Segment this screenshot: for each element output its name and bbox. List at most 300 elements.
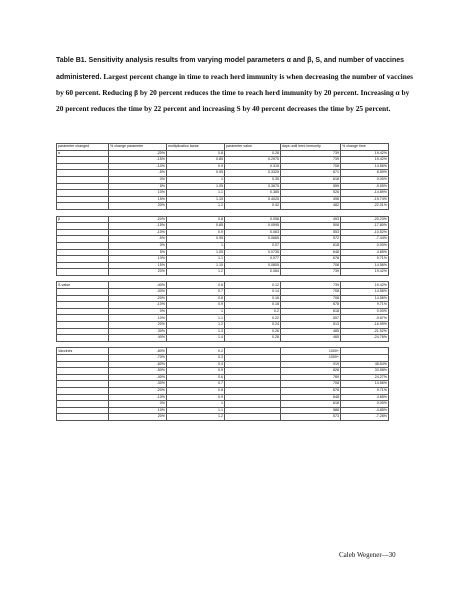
table-row [57, 328, 389, 335]
table-cell: 14.56% [341, 163, 389, 170]
parameter-cell [57, 315, 109, 322]
table-cell: 553 [281, 229, 341, 236]
table-cell: -10% [109, 163, 167, 170]
parameter-cell: α [57, 150, 109, 157]
table-cell: -40% [109, 374, 167, 381]
table-cell: 0.5 [167, 368, 225, 375]
table-row [57, 394, 389, 401]
spacer-row [57, 341, 389, 348]
table-cell: 1.05 [167, 249, 225, 256]
table-cell: 671 [281, 170, 341, 177]
table-cell: 769 [281, 374, 341, 381]
table-cell: 739 [281, 269, 341, 276]
parameter-cell [57, 322, 109, 329]
table-cell: -10% [109, 229, 167, 236]
table-cell: 33.98% [341, 368, 389, 375]
table-cell: 4.85% [341, 249, 389, 256]
parameter-cell [57, 328, 109, 335]
table-cell [225, 361, 281, 368]
table-cell: 496 [281, 196, 341, 203]
table-row [57, 223, 389, 230]
table-row [57, 361, 389, 368]
parameter-cell [57, 203, 109, 210]
table-row [57, 216, 389, 223]
table-cell: 1.2 [167, 322, 225, 329]
table-row [57, 157, 389, 164]
table-cell: 10% [109, 256, 167, 263]
table-cell: 0.315 [225, 163, 281, 170]
table-caption [56, 52, 416, 116]
table-cell [341, 348, 389, 355]
table-row [57, 262, 389, 269]
parameter-cell [57, 407, 109, 414]
table-cell: 708 [281, 381, 341, 388]
table-cell: 1 [167, 308, 225, 315]
table-cell: 19.42% [341, 269, 389, 276]
table-cell: 618 [281, 176, 341, 183]
parameter-cell [57, 190, 109, 197]
spacer-cell [225, 341, 281, 348]
parameter-cell [57, 269, 109, 276]
table-cell: 919 [281, 361, 341, 368]
table-cell [225, 348, 281, 355]
table-cell: 0.9 [167, 163, 225, 170]
parameter-cell: S-value [57, 282, 109, 289]
spacer-row [57, 209, 389, 216]
sensitivity-table-body [57, 144, 389, 421]
table-cell: 739 [281, 157, 341, 164]
spacer-cell [341, 341, 389, 348]
table-cell: 40% [109, 335, 167, 342]
table-cell: -14.89% [341, 190, 389, 197]
table-cell: 648 [281, 394, 341, 401]
table-row [57, 183, 389, 190]
table-cell: -30% [109, 381, 167, 388]
table-cell: -7.28% [341, 414, 389, 421]
table-cell: -20% [109, 387, 167, 394]
spacer-cell [57, 341, 109, 348]
table-cell [341, 355, 389, 362]
table-cell: -30% [109, 289, 167, 296]
table-cell [225, 381, 281, 388]
table-cell: -80% [109, 348, 167, 355]
table-row [57, 249, 389, 256]
table-cell: 0.0595 [225, 223, 281, 230]
table-cell: 0.16 [225, 295, 281, 302]
caption-body: Largest percent change in time to reach herd immunity is when decreasing the number of vaccines by 60 percent. Reducing β by 20 percent reduces the time to reach herd immunity by 20 percent. Increasing α by 20 percent reduces the time by 22 percent and increasing S by 40 percent decreases the time by 25 percent. [56, 71, 414, 113]
table-row [57, 269, 389, 276]
table-row [57, 242, 389, 249]
table-cell: 20% [109, 203, 167, 210]
table-cell: 0.00% [341, 401, 389, 408]
table-cell [225, 401, 281, 408]
table-cell: 648 [281, 249, 341, 256]
table-cell [225, 374, 281, 381]
parameter-cell [57, 262, 109, 269]
parameter-cell [57, 394, 109, 401]
table-cell: 573 [281, 414, 341, 421]
table-row [57, 335, 389, 342]
table-cell: -20% [109, 150, 167, 157]
table-cell: 30% [109, 328, 167, 335]
spacer-cell [225, 275, 281, 282]
table-cell: 0.0735 [225, 249, 281, 256]
parameter-cell [57, 223, 109, 230]
table-row [57, 315, 389, 322]
table-cell: 0.28 [225, 150, 281, 157]
table-cell: 0.07 [225, 242, 281, 249]
table-cell: 0.8 [167, 150, 225, 157]
table-cell: -16.99% [341, 322, 389, 329]
header-cell: % change parameter [109, 144, 167, 151]
table-row [57, 176, 389, 183]
table-cell: 482 [281, 203, 341, 210]
table-cell: 493 [281, 216, 341, 223]
table-cell: 9.71% [341, 256, 389, 263]
table-cell: 0.95 [167, 170, 225, 177]
spacer-row [57, 275, 389, 282]
table-cell: 0.2 [225, 308, 281, 315]
table-cell: 0.35 [225, 176, 281, 183]
table-cell: 5% [109, 249, 167, 256]
table-cell: -24.76% [341, 335, 389, 342]
spacer-cell [167, 275, 225, 282]
table-cell: 559 [281, 183, 341, 190]
parameter-cell: Vaccines [57, 348, 109, 355]
spacer-cell [57, 275, 109, 282]
table-cell: 20% [109, 322, 167, 329]
table-cell: 0.00% [341, 242, 389, 249]
table-cell: 1.15 [167, 196, 225, 203]
spacer-cell [341, 275, 389, 282]
table-cell: 0.9 [167, 302, 225, 309]
table-cell: 0.12 [225, 282, 281, 289]
table-cell: 1 [167, 176, 225, 183]
table-cell: 0.0805 [225, 262, 281, 269]
table-cell: 828 [281, 368, 341, 375]
table-cell: -7.44% [341, 236, 389, 243]
table-cell: 20% [109, 414, 167, 421]
table-cell: 1.15 [167, 262, 225, 269]
table-cell: 0.2 [167, 348, 225, 355]
table-cell: 1.3 [167, 328, 225, 335]
table-cell: 0.4025 [225, 196, 281, 203]
table-cell: -15% [109, 157, 167, 164]
table-cell: 15% [109, 196, 167, 203]
table-cell: -5% [109, 236, 167, 243]
table-cell [225, 414, 281, 421]
table-cell: 0.28 [225, 335, 281, 342]
parameter-cell [57, 387, 109, 394]
table-cell: 14.56% [341, 295, 389, 302]
table-cell: -40% [109, 282, 167, 289]
table-cell: -4.85% [341, 407, 389, 414]
table-cell: 10% [109, 315, 167, 322]
table-row [57, 150, 389, 157]
table-cell [225, 394, 281, 401]
table-cell: 1.1 [167, 407, 225, 414]
parameter-cell [57, 163, 109, 170]
table-cell: -20% [109, 216, 167, 223]
header-cell: multiplication factor [167, 144, 225, 151]
parameter-cell [57, 374, 109, 381]
spacer-cell [225, 209, 281, 216]
table-cell: 678 [281, 387, 341, 394]
table-row [57, 289, 389, 296]
table-cell: 708 [281, 163, 341, 170]
table-row [57, 282, 389, 289]
caption-lead: Table B1. Sensitivity analysis results from varying model parameters α and β, S, and number of vaccines administered. [56, 57, 405, 81]
table-cell: 739 [281, 150, 341, 157]
table-cell: 485 [281, 328, 341, 335]
table-cell: 1.2 [167, 203, 225, 210]
table-cell: 618 [281, 401, 341, 408]
table-cell: 0.7 [167, 381, 225, 388]
table-cell: 1.2 [167, 414, 225, 421]
table-row [57, 401, 389, 408]
table-cell: 0.385 [225, 190, 281, 197]
table-cell: -19.74% [341, 196, 389, 203]
table-cell: 19.42% [341, 282, 389, 289]
table-row [57, 407, 389, 414]
spacer-cell [109, 341, 167, 348]
table-cell: 0.8 [167, 387, 225, 394]
parameter-cell [57, 229, 109, 236]
header-cell: parameter changed [57, 144, 109, 151]
table-cell: 14.56% [341, 289, 389, 296]
table-cell: 618 [281, 242, 341, 249]
table-cell: 0.42 [225, 203, 281, 210]
table-cell: 1 [167, 242, 225, 249]
parameter-cell [57, 170, 109, 177]
table-cell: 0.0665 [225, 236, 281, 243]
table-cell: 0.2975 [225, 157, 281, 164]
table-row [57, 190, 389, 197]
parameter-cell [57, 401, 109, 408]
table-row [57, 256, 389, 263]
spacer-cell [167, 209, 225, 216]
table-cell: 5% [109, 183, 167, 190]
table-cell: 0.8 [167, 295, 225, 302]
parameter-cell [57, 236, 109, 243]
table-cell: 465 [281, 335, 341, 342]
spacer-cell [57, 209, 109, 216]
table-cell: 15% [109, 262, 167, 269]
parameter-cell [57, 308, 109, 315]
spacer-cell [281, 275, 341, 282]
table-cell: 10% [109, 407, 167, 414]
parameter-cell [57, 295, 109, 302]
table-cell: 513 [281, 322, 341, 329]
table-cell: -20% [109, 295, 167, 302]
table-cell: 0.9 [167, 394, 225, 401]
table-row [57, 229, 389, 236]
table-header-row [57, 144, 389, 151]
table-cell: 618 [281, 308, 341, 315]
table-cell: 20% [109, 269, 167, 276]
table-cell: 9.71% [341, 302, 389, 309]
page-footer: Caleb Wegener—30 [339, 551, 396, 559]
table-row [57, 348, 389, 355]
table-cell: 0.00% [341, 308, 389, 315]
table-cell: 0% [109, 242, 167, 249]
table-cell [225, 368, 281, 375]
table-row [57, 203, 389, 210]
table-cell: 48.54% [341, 361, 389, 368]
parameter-cell [57, 249, 109, 256]
table-cell: 0.9 [167, 229, 225, 236]
table-cell: 1.1 [167, 256, 225, 263]
parameter-cell [57, 361, 109, 368]
parameter-cell [57, 355, 109, 362]
table-cell: 572 [281, 236, 341, 243]
header-cell: days until herd immunity [281, 144, 341, 151]
table-cell: 0.24 [225, 322, 281, 329]
table-cell: 1.05 [167, 183, 225, 190]
table-row [57, 236, 389, 243]
table-cell: 1.4 [167, 335, 225, 342]
table-row [57, 368, 389, 375]
parameter-cell [57, 368, 109, 375]
table-cell: 739 [281, 282, 341, 289]
table-cell: 0% [109, 308, 167, 315]
table-cell: 0.6 [167, 374, 225, 381]
table-cell: 19.42% [341, 150, 389, 157]
table-cell: 4.85% [341, 394, 389, 401]
table-row [57, 163, 389, 170]
table-cell: 0.056 [225, 216, 281, 223]
table-cell: 8.59% [341, 170, 389, 177]
table-cell [225, 355, 281, 362]
table-cell: 0% [109, 401, 167, 408]
parameter-cell [57, 302, 109, 309]
table-row [57, 414, 389, 421]
table-cell: 0.063 [225, 229, 281, 236]
table-row [57, 374, 389, 381]
spacer-cell [109, 275, 167, 282]
parameter-cell: β [57, 216, 109, 223]
table-cell: 0.3 [167, 355, 225, 362]
table-cell: -50% [109, 368, 167, 375]
parameter-cell [57, 289, 109, 296]
table-cell: 678 [281, 302, 341, 309]
table-cell: 14.56% [341, 262, 389, 269]
table-cell: 9.71% [341, 387, 389, 394]
table-cell: 0.084 [225, 269, 281, 276]
table-row [57, 295, 389, 302]
table-cell: 708 [281, 295, 341, 302]
parameter-cell [57, 381, 109, 388]
spacer-cell [281, 209, 341, 216]
table-row [57, 322, 389, 329]
table-cell: 19.42% [341, 157, 389, 164]
table-cell: 1.1 [167, 315, 225, 322]
table-cell: -17.80% [341, 223, 389, 230]
sensitivity-table [56, 143, 389, 421]
table-cell: 0.00% [341, 176, 389, 183]
table-cell: 1000+ [281, 348, 341, 355]
table-cell: 0.18 [225, 302, 281, 309]
table-cell: 0.6 [167, 282, 225, 289]
table-cell: 1000+ [281, 355, 341, 362]
table-cell: 678 [281, 256, 341, 263]
table-cell: 0.85 [167, 157, 225, 164]
table-cell: -21.52% [341, 328, 389, 335]
table-cell: -10.52% [341, 229, 389, 236]
table-cell: 0% [109, 176, 167, 183]
table-row [57, 308, 389, 315]
spacer-cell [341, 209, 389, 216]
parameter-cell [57, 414, 109, 421]
table-cell: -60% [109, 361, 167, 368]
table-cell: 0.14 [225, 289, 281, 296]
table-cell: 0.22 [225, 315, 281, 322]
table-cell: -9.55% [341, 183, 389, 190]
table-cell: 588 [281, 407, 341, 414]
parameter-cell [57, 196, 109, 203]
spacer-cell [167, 341, 225, 348]
table-cell [225, 407, 281, 414]
table-cell: 1.2 [167, 269, 225, 276]
parameter-cell [57, 335, 109, 342]
table-cell: -20.23% [341, 216, 389, 223]
table-cell: 0.26 [225, 328, 281, 335]
table-cell: -10% [109, 302, 167, 309]
table-cell: -10% [109, 394, 167, 401]
table-row [57, 387, 389, 394]
table-cell: 508 [281, 223, 341, 230]
parameter-cell [57, 176, 109, 183]
table-cell: 708 [281, 262, 341, 269]
table-cell: 24.27% [341, 374, 389, 381]
table-cell: 0.4 [167, 361, 225, 368]
table-cell: 0.3675 [225, 183, 281, 190]
table-row [57, 170, 389, 177]
table-cell: -9.87% [341, 315, 389, 322]
header-cell: parameter value [225, 144, 281, 151]
table-cell: 708 [281, 289, 341, 296]
table-cell: 0.95 [167, 236, 225, 243]
table-cell: 0.077 [225, 256, 281, 263]
table-row [57, 196, 389, 203]
table-cell: 0.7 [167, 289, 225, 296]
parameter-cell [57, 157, 109, 164]
table-cell: 526 [281, 190, 341, 197]
spacer-cell [109, 209, 167, 216]
header-cell: % change time [341, 144, 389, 151]
table-row [57, 302, 389, 309]
table-row [57, 355, 389, 362]
table-cell: 0.8 [167, 216, 225, 223]
table-cell: 1.1 [167, 190, 225, 197]
table-cell: -22.01% [341, 203, 389, 210]
table-cell: -15% [109, 223, 167, 230]
parameter-cell [57, 183, 109, 190]
parameter-cell [57, 256, 109, 263]
table-cell [225, 387, 281, 394]
table-cell: -5% [109, 170, 167, 177]
table-cell: -70% [109, 355, 167, 362]
table-cell: 0.3325 [225, 170, 281, 177]
table-row [57, 381, 389, 388]
spacer-cell [281, 341, 341, 348]
table-cell: 1 [167, 401, 225, 408]
table-cell: 10% [109, 190, 167, 197]
table-cell: 14.56% [341, 381, 389, 388]
parameter-cell [57, 242, 109, 249]
table-cell: 557 [281, 315, 341, 322]
table-cell: 0.85 [167, 223, 225, 230]
